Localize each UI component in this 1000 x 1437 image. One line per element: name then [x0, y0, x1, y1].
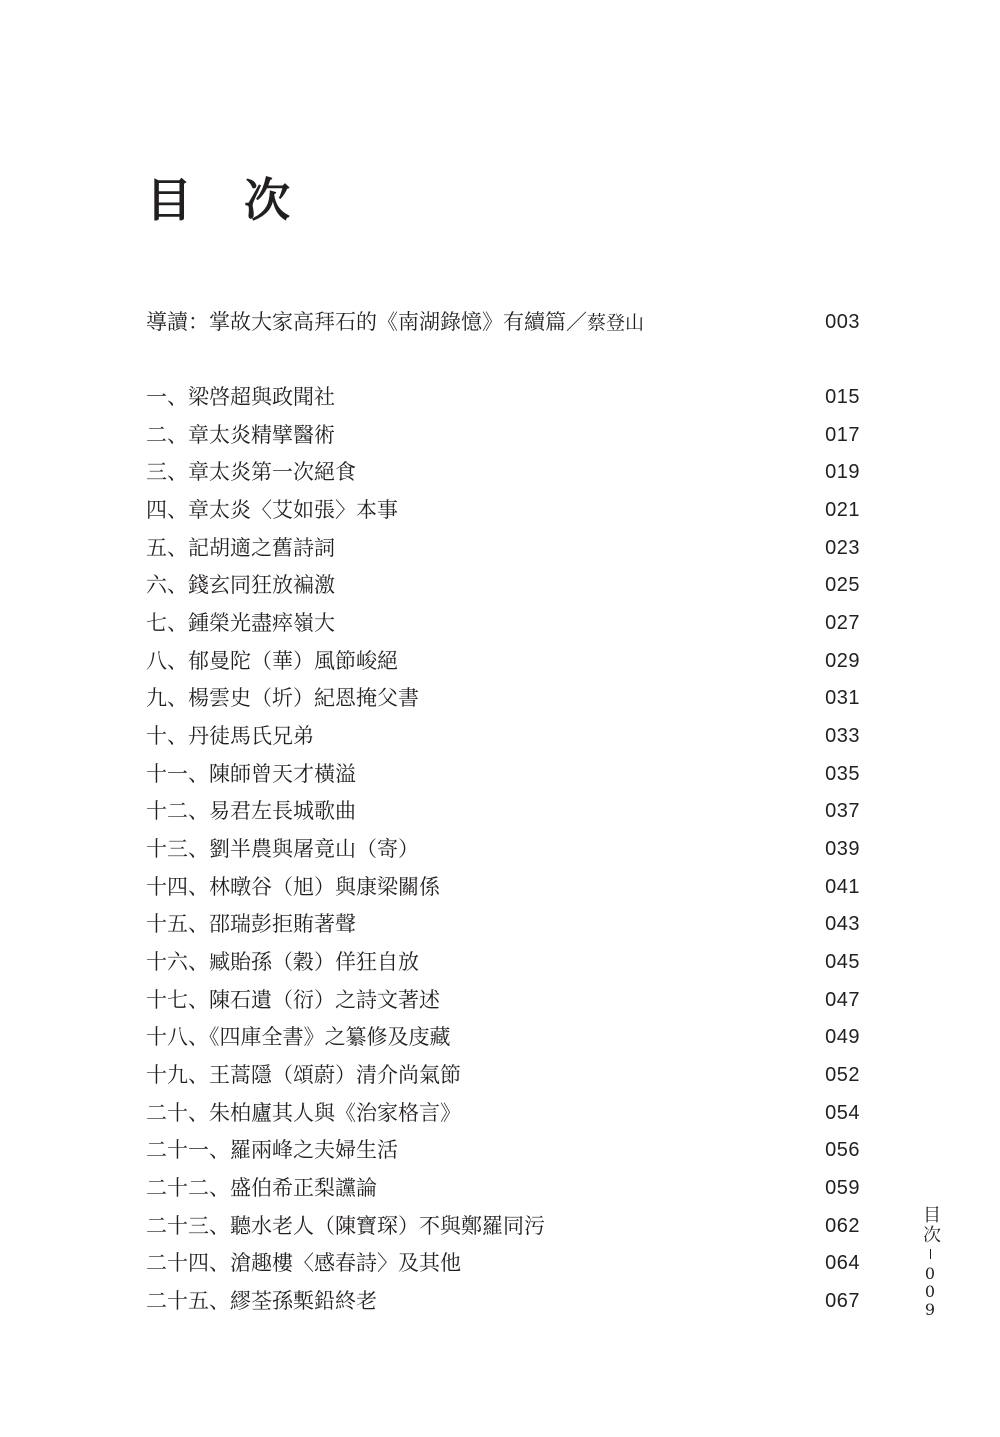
toc-entry-page: 031	[825, 687, 860, 709]
toc-entry	[146, 796, 860, 826]
toc-entry-page: 027	[825, 612, 860, 634]
toc-entry	[146, 1173, 860, 1203]
toc-entry-page: 056	[825, 1139, 860, 1161]
toc-entry	[146, 683, 860, 713]
toc-entry-page: 017	[825, 424, 860, 446]
toc-entry-page: 041	[825, 876, 860, 898]
toc-entry	[146, 1248, 860, 1278]
toc-entry-title: 八、郁曼陀（華）風節峻絕	[146, 649, 398, 673]
toc-entry-title: 三、章太炎第一次絕食	[146, 460, 356, 484]
toc-entry	[146, 1135, 860, 1165]
toc-entry	[146, 382, 860, 412]
toc-entry	[146, 947, 860, 977]
toc-entry-page: 029	[825, 650, 860, 672]
toc-intro-title: 導讀：掌故大家高拜石的《南湖錄憶》有續篇／	[146, 309, 587, 334]
toc-entry	[146, 457, 860, 487]
toc-entry	[146, 646, 860, 676]
toc-entry	[146, 872, 860, 902]
toc-entry	[146, 909, 860, 939]
toc-entry-title: 二十二、盛伯希正梨讜論	[146, 1176, 377, 1200]
toc-entry-title: 五、記胡適之舊詩詞	[146, 536, 335, 560]
toc-entry-page: 021	[825, 499, 860, 521]
running-head-section: 目次	[920, 1205, 941, 1245]
toc-entry	[146, 1022, 860, 1052]
toc-entry	[146, 1060, 860, 1090]
toc-entry-title: 十五、邵瑞彭拒賄著聲	[146, 912, 356, 936]
toc-entry-title: 十八、《四庫全書》之纂修及庋藏	[146, 1025, 451, 1049]
toc-entry-page: 059	[825, 1177, 860, 1199]
toc-entry-title: 九、楊雲史（圻）紀恩掩父書	[146, 686, 419, 710]
toc-entry-page: 035	[825, 763, 860, 785]
toc-entry-title: 十一、陳師曾天才橫溢	[146, 762, 356, 786]
toc-entry	[146, 570, 860, 600]
toc-entry	[146, 721, 860, 751]
toc-entry-page: 067	[825, 1290, 860, 1312]
toc-entry-page: 025	[825, 574, 860, 596]
toc-entry-title: 二、章太炎精擘醫術	[146, 423, 335, 447]
toc-entry-title: 二十五、繆荃孫槧鉛終老	[146, 1289, 377, 1313]
page-title: 目 次	[146, 173, 309, 227]
toc-entry	[146, 495, 860, 525]
page-number-digit: 0	[924, 1282, 936, 1301]
toc-entry	[146, 1286, 860, 1316]
toc-entry-title: 七、鍾榮光盡瘁嶺大	[146, 611, 335, 635]
toc-entry-title: 十六、臧貽孫（穀）佯狂自放	[146, 950, 419, 974]
toc-entry-title: 六、錢玄同狂放褊激	[146, 573, 335, 597]
toc-entry-page: 049	[825, 1026, 860, 1048]
toc-entry-page: 043	[825, 913, 860, 935]
page-number-digit: 9	[924, 1300, 936, 1319]
toc-entry-page: 033	[825, 725, 860, 747]
toc-entry-title: 一、梁啓超與政聞社	[146, 385, 335, 409]
toc-entry-page: 023	[825, 537, 860, 559]
toc-entry-title: 十二、易君左長城歌曲	[146, 799, 356, 823]
toc-intro-author: 蔡登山	[587, 311, 645, 334]
toc-entry-title: 四、章太炎〈艾如張〉本事	[146, 498, 398, 522]
toc-entry	[146, 1211, 860, 1241]
toc-entry-title: 十、丹徒馬氏兄弟	[146, 724, 314, 748]
toc-entry-page: 045	[825, 951, 860, 973]
toc-intro-entry	[146, 307, 860, 337]
toc-intro-page: 003	[825, 311, 860, 333]
page-number	[925, 1265, 935, 1319]
toc-entry	[146, 834, 860, 864]
toc-entry-page: 054	[825, 1102, 860, 1124]
toc-entry-title: 二十四、滄趣樓〈感春詩〉及其他	[146, 1251, 461, 1275]
toc-entry-title: 二十三、聽水老人（陳寶琛）不與鄭羅同污	[146, 1214, 545, 1238]
toc-entry-page: 037	[825, 800, 860, 822]
toc-entry-title: 二十、朱柏廬其人與《治家格言》	[146, 1101, 461, 1125]
toc-entry-title: 二十一、羅兩峰之夫婦生活	[146, 1138, 398, 1162]
toc-entry-title: 十九、王蒿隱（頌蔚）清介尚氣節	[146, 1063, 461, 1087]
toc-entry-page: 039	[825, 838, 860, 860]
toc-entry-page: 019	[825, 461, 860, 483]
toc-entry-title: 十七、陳石遺（衍）之詩文著述	[146, 988, 440, 1012]
toc-entry	[146, 1098, 860, 1128]
toc-entry-page: 064	[825, 1252, 860, 1274]
running-head-rule	[930, 1249, 931, 1259]
toc-entry	[146, 420, 860, 450]
toc-entry	[146, 985, 860, 1015]
toc-entry	[146, 533, 860, 563]
toc-entry-title: 十四、林暾谷（旭）與康梁關係	[146, 875, 440, 899]
toc-entry-page: 062	[825, 1215, 860, 1237]
toc-entry	[146, 608, 860, 638]
toc-entry	[146, 759, 860, 789]
toc-entry-title: 十三、劉半農與屠竟山（寄）	[146, 837, 419, 861]
toc-entry-page: 047	[825, 989, 860, 1011]
toc-entry-page: 015	[825, 386, 860, 408]
toc-entry-page: 052	[825, 1064, 860, 1086]
running-head	[919, 1205, 941, 1319]
toc-intro-title-group	[146, 307, 644, 338]
page-number-digit: 0	[924, 1264, 936, 1283]
